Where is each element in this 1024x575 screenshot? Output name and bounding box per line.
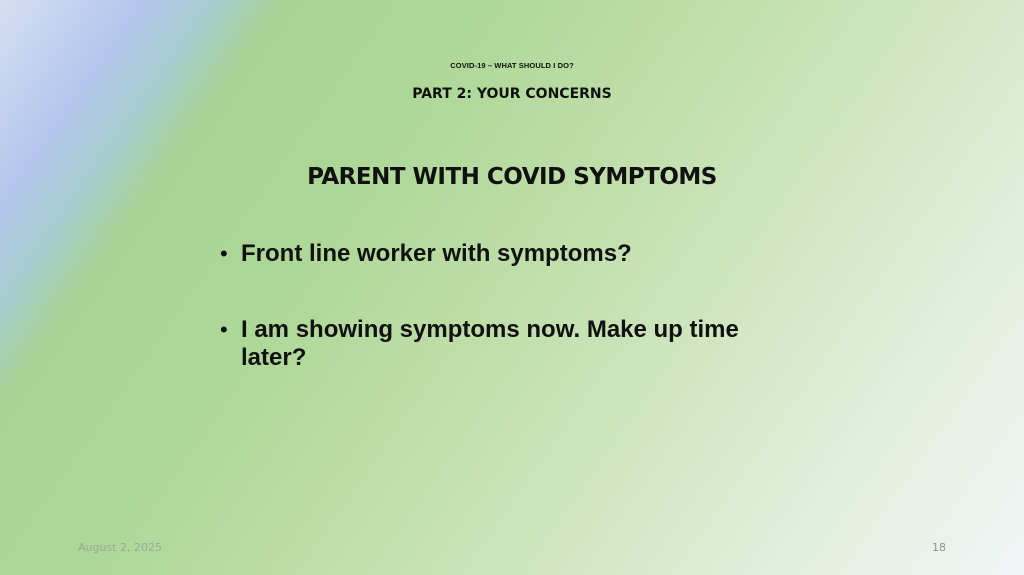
bullet-item bbox=[220, 316, 810, 372]
bullet-text: I am showing symptoms now. Make up time later? bbox=[241, 316, 739, 371]
bullet-list bbox=[220, 240, 810, 372]
footer-date: August 2, 2025 bbox=[78, 541, 162, 554]
slide-title: PARENT WITH COVID SYMPTOMS bbox=[307, 164, 717, 190]
bullet-icon: • bbox=[220, 317, 228, 342]
bullet-item bbox=[220, 240, 810, 268]
page-number: 18 bbox=[932, 541, 946, 554]
presentation-title: COVID-19 – WHAT SHOULD I DO? bbox=[450, 61, 574, 70]
bullet-text: Front line worker with symptoms? bbox=[241, 240, 632, 267]
bullet-icon: • bbox=[220, 241, 228, 266]
section-title: PART 2: YOUR CONCERNS bbox=[412, 86, 612, 102]
